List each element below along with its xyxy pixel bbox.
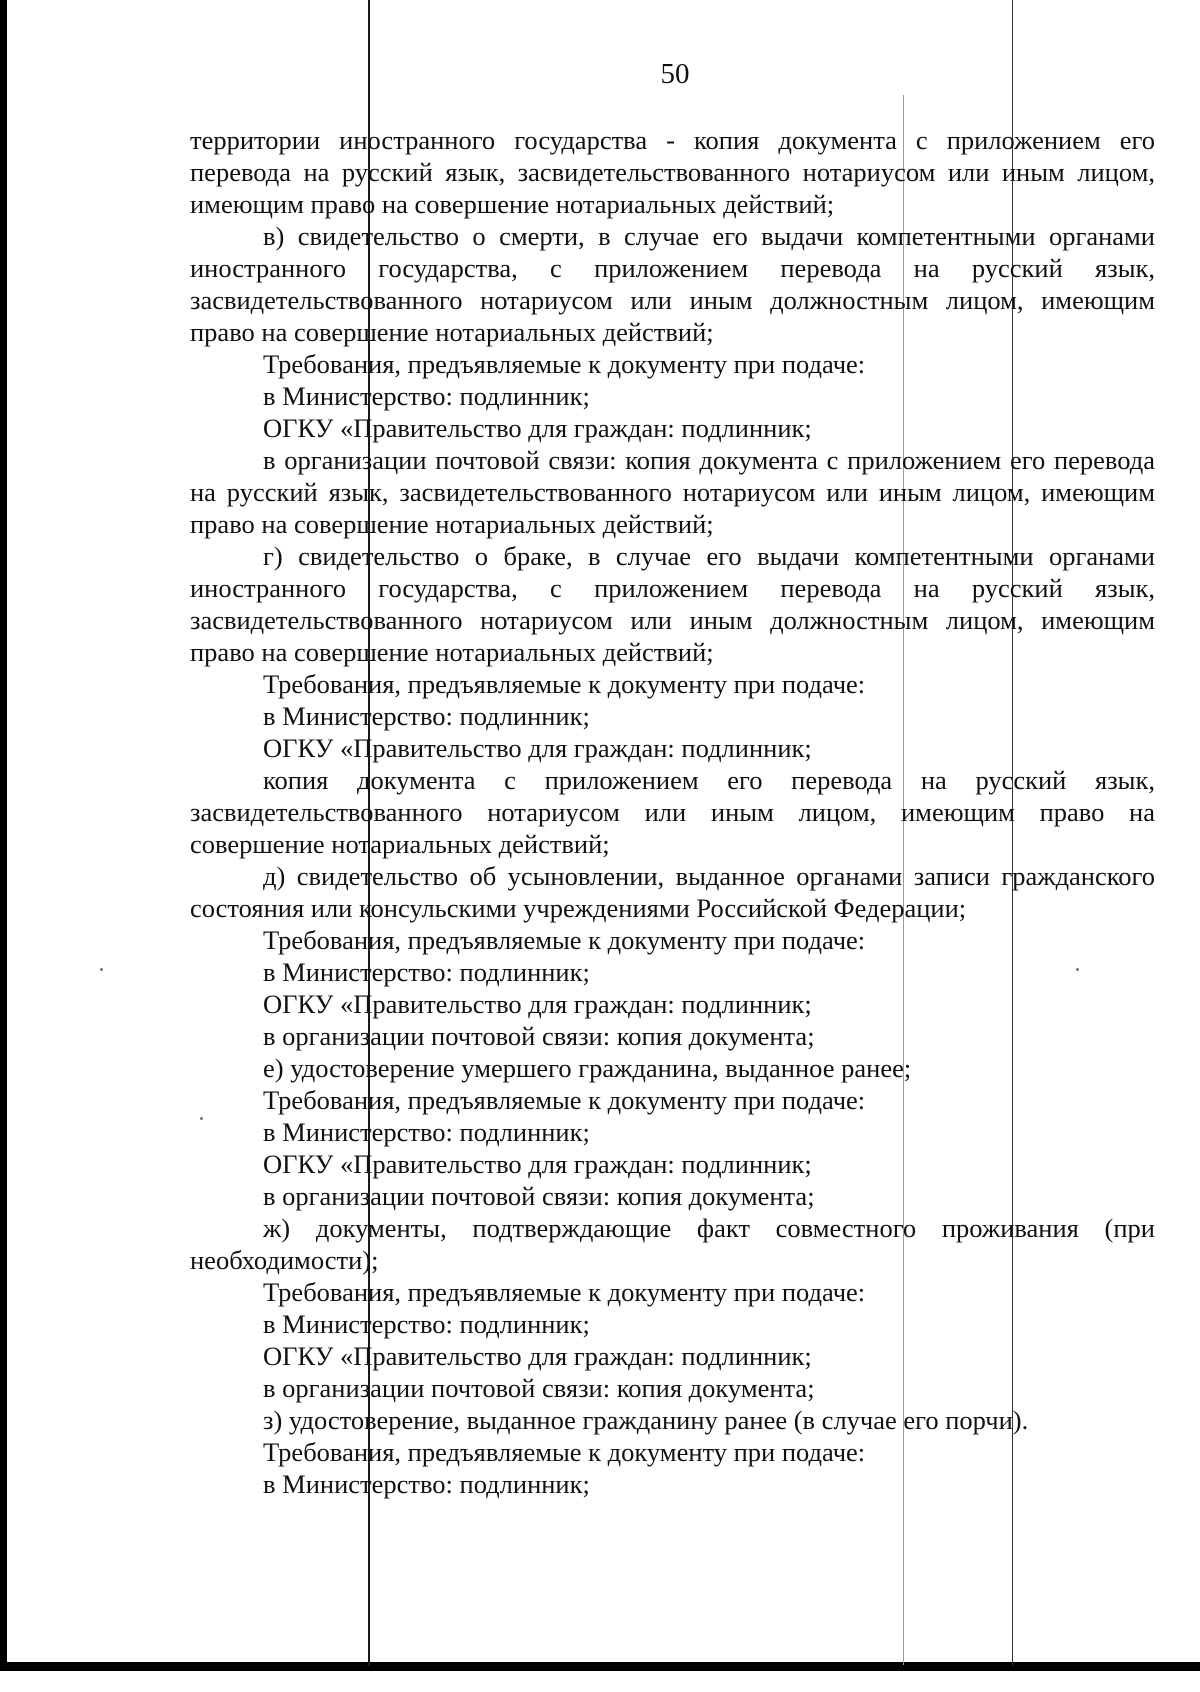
paragraph: з) удостоверение, выданное гражданину ранее (в случае его порчи).	[263, 1405, 1029, 1435]
paragraph: в Министерство: подлинник;	[263, 1117, 590, 1147]
paragraph: в) свидетельство о смерти, в случае его выдачи компетентными органами иностранного государства, с приложением перевода на русский язык, засвидетельствованного нотариусом или иным должностным лицом, имеющим право на совершение нотариальных действий;	[190, 221, 1155, 347]
paragraph: копия документа с приложением его перевода на русский язык, засвидетельствованного нотариусом или иным лицом, имеющим право на совершение нотариальных действий;	[190, 765, 1155, 859]
paragraph: Требования, предъявляемые к документу при подаче:	[263, 1085, 866, 1115]
paragraph: ОГКУ «Правительство для граждан: подлинник;	[263, 989, 812, 1019]
paragraph: в Министерство: подлинник;	[263, 381, 590, 411]
paragraph: Требования, предъявляемые к документу при подаче:	[263, 1437, 866, 1467]
scan-bottom-edge	[0, 1662, 1200, 1671]
paragraph: Требования, предъявляемые к документу при подаче:	[263, 925, 866, 955]
paragraph: г) свидетельство о браке, в случае его выдачи компетентными органами иностранного государства, с приложением перевода на русский язык, засвидетельствованного нотариусом или иным должностным лицом, имеющим право на совершение нотариальных действий;	[190, 541, 1155, 667]
scan-left-edge	[0, 0, 7, 1670]
paragraph: в организации почтовой связи: копия документа с приложением его перевода на русский язык, засвидетельствованного нотариусом или иным лицом, имеющим право на совершение нотариальных действий;	[190, 445, 1155, 539]
paragraph: д) свидетельство об усыновлении, выданное органами записи гражданского состояния или консульскими учреждениями Российской Федерации;	[190, 861, 1155, 923]
paragraph: в организации почтовой связи: копия документа;	[263, 1373, 815, 1403]
paragraph: ОГКУ «Правительство для граждан: подлинник;	[263, 1341, 812, 1371]
paragraph: ОГКУ «Правительство для граждан: подлинник;	[263, 1149, 812, 1179]
document-body	[190, 124, 1155, 1500]
paragraph: е) удостоверение умершего гражданина, выданное ранее;	[263, 1053, 912, 1083]
paragraph: Требования, предъявляемые к документу при подаче:	[263, 1277, 866, 1307]
paragraph: в Министерство: подлинник;	[263, 1309, 590, 1339]
paragraph: территории иностранного государства - копия документа с приложением его перевода на русский язык, засвидетельствованного нотариусом или иным лицом, имеющим право на совершение нотариальных действий;	[190, 125, 1155, 219]
scan-speck	[100, 968, 103, 971]
paragraph: ж) документы, подтверждающие факт совместного проживания (при необходимости);	[190, 1213, 1155, 1275]
paragraph: Требования, предъявляемые к документу при подаче:	[263, 669, 866, 699]
paragraph: в Министерство: подлинник;	[263, 1469, 590, 1499]
paragraph: ОГКУ «Правительство для граждан: подлинник;	[263, 413, 812, 443]
paragraph: ОГКУ «Правительство для граждан: подлинник;	[263, 733, 812, 763]
paragraph: в Министерство: подлинник;	[263, 701, 590, 731]
paragraph: Требования, предъявляемые к документу при подаче:	[263, 349, 866, 379]
page-number: 50	[660, 58, 690, 90]
paragraph: в организации почтовой связи: копия документа;	[263, 1021, 815, 1051]
paragraph: в организации почтовой связи: копия документа;	[263, 1181, 815, 1211]
paragraph: в Министерство: подлинник;	[263, 957, 590, 987]
